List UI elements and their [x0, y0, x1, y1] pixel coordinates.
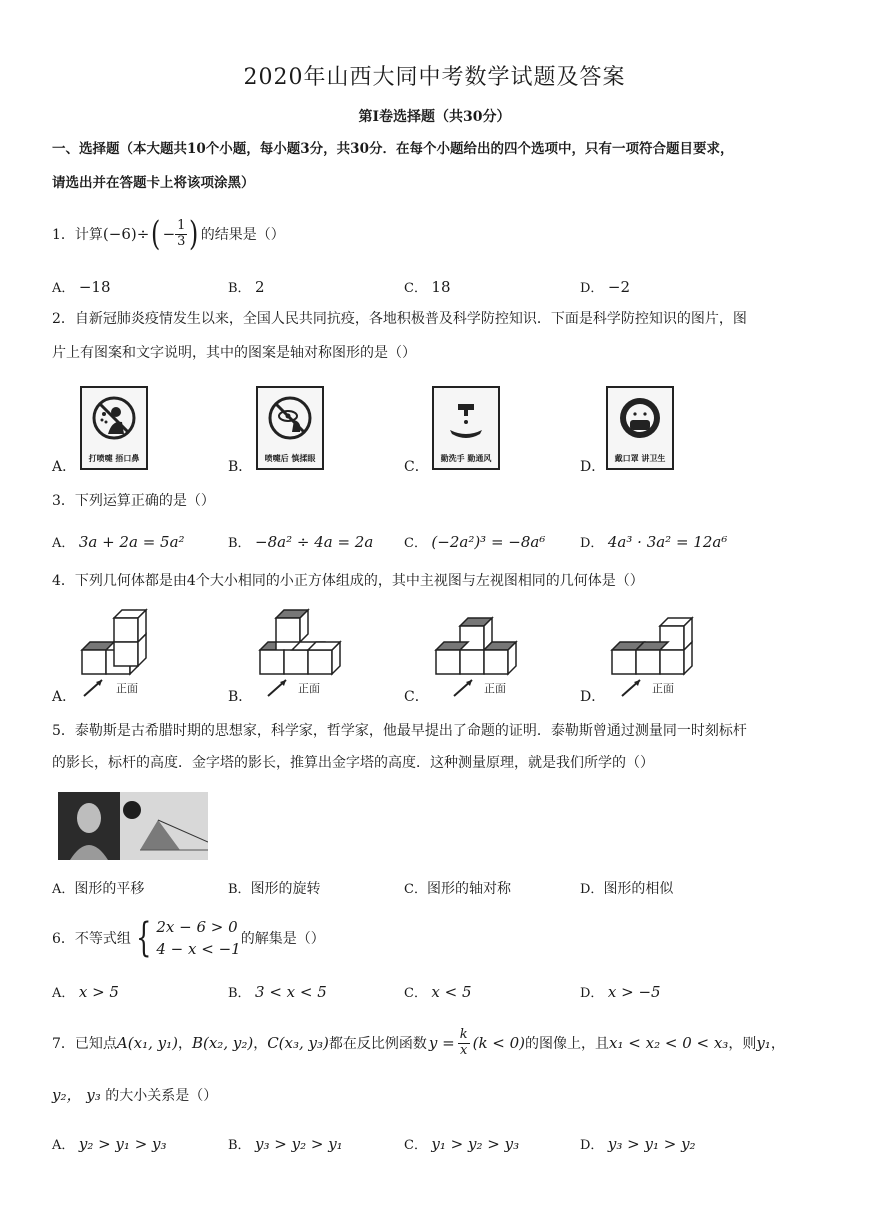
q7-point-c: C(x₃, y₃) — [267, 1034, 329, 1052]
sign-caption: 打喷嚏 捂口鼻 — [88, 453, 140, 463]
option-value: x > −5 — [607, 983, 661, 1001]
front-label: 正面 — [298, 682, 320, 695]
option-value: x > 5 — [78, 983, 119, 1001]
q7-y1: y₁ — [756, 1034, 771, 1052]
q7-option-c — [404, 1134, 519, 1153]
q7-option-a — [52, 1134, 167, 1153]
question-1-stem — [52, 213, 285, 255]
q1-expr-left: (−6)÷ — [102, 225, 150, 243]
sun-icon — [123, 801, 141, 819]
option-letter: A． — [52, 882, 75, 897]
q7-option-b — [228, 1134, 343, 1153]
option-letter: D． — [580, 882, 604, 897]
q7-point-b: B(x₂, y₂) — [191, 1034, 254, 1052]
q1-close-paren: ) — [189, 214, 199, 254]
q4-solid-d — [608, 600, 748, 700]
q6-option-d — [580, 982, 661, 1001]
q5-option-b — [228, 878, 321, 898]
option-letter: A． — [52, 986, 75, 1001]
option-letter: D． — [580, 281, 604, 296]
option-value: −8a² ÷ 4a = 2a — [255, 533, 374, 551]
sign-caption: 勤洗手 勤通风 — [440, 453, 492, 463]
q6-inequality-2: 4 − x < −1 — [156, 940, 241, 958]
q5-option-d — [580, 878, 673, 898]
option-value: 图形的相似 — [603, 881, 674, 897]
question-5-line-2: 的影长，标杆的高度．金字塔的影长，推算出金字塔的高度．这种测量原理，就是我们所学的（） — [52, 755, 654, 771]
wash-hands-graphic — [434, 388, 498, 448]
wash-hands-icon — [432, 386, 500, 470]
question-7-line-2 — [52, 1084, 217, 1105]
q7-order: x₁ < x₂ < 0 < x₃ — [609, 1034, 729, 1052]
option-value: 图形的平移 — [74, 881, 145, 897]
question-7-line-1 — [52, 1020, 785, 1066]
q1-frac-num: 1 — [177, 217, 186, 233]
q4-option-c-letter: C． — [404, 689, 429, 705]
document-title: 2020年山西大同中考数学试题及答案 — [243, 65, 626, 90]
option-value: 图形的旋转 — [250, 881, 321, 897]
q7-func-num: k — [459, 1026, 468, 1042]
no-eye-rub-icon — [256, 386, 324, 470]
instructions-line-1: 一、选择题（本大题共10个小题，每小题3分，共30分．在每个小题给出的四个选项中，只有一项符合题目要求， — [52, 141, 734, 157]
question-5-line-1: 5．泰勒斯是古希腊时期的思想家，科学家，哲学家，他最早提出了命题的证明．泰勒斯曾通过测量同一时刻标杆 — [52, 723, 747, 739]
q5-option-a — [52, 878, 144, 898]
q7-comma: ， — [177, 1036, 192, 1052]
q7-text-b: 都在反比例函数 — [328, 1036, 427, 1052]
q7-text-c: 的图像上，且 — [525, 1036, 610, 1052]
option-value: 3a + 2a = 5a² — [78, 533, 185, 551]
option-letter: C． — [404, 536, 427, 551]
option-value: 4a³ · 3a² = 12a⁶ — [607, 533, 728, 551]
wear-mask-icon — [606, 386, 674, 470]
no-eye-rub-graphic — [258, 388, 322, 448]
q3-option-c — [404, 532, 545, 551]
option-letter: B． — [228, 882, 251, 897]
q7-line2-vars: y₂， y₃ — [52, 1086, 101, 1104]
option-value: 图形的轴对称 — [426, 881, 511, 897]
q6-option-b — [228, 982, 327, 1001]
option-letter: B． — [228, 536, 251, 551]
q7-func-lhs: y = — [428, 1034, 455, 1052]
option-letter: A． — [52, 281, 75, 296]
question-6-stem — [52, 912, 325, 964]
q6-option-a — [52, 982, 119, 1001]
front-label: 正面 — [652, 682, 674, 695]
q4-solid-b — [254, 600, 394, 700]
question-4-stem: 4．下列几何体都是由4个大小相同的小正方体组成的，其中主视图与左视图相同的几何体是（） — [52, 573, 644, 589]
option-letter: D． — [580, 1138, 604, 1153]
q4-option-d-letter: D． — [580, 689, 606, 705]
option-value: y₃ > y₁ > y₂ — [607, 1135, 696, 1153]
q4-option-b-letter: B． — [228, 689, 253, 705]
q1-option-a — [52, 277, 111, 296]
q2-option-c-letter: C． — [404, 459, 429, 475]
q1-frac-den: 3 — [177, 233, 186, 249]
thales-pyramid-photo — [58, 792, 208, 860]
q1-prefix: 1．计算 — [52, 227, 103, 243]
q3-option-d — [580, 532, 727, 551]
option-value: x < 5 — [431, 983, 472, 1001]
q6-prefix: 6．不等式组 — [52, 931, 131, 947]
option-letter: B． — [228, 281, 251, 296]
q4-solid-a — [76, 600, 216, 700]
option-letter: D． — [580, 986, 604, 1001]
front-label: 正面 — [484, 682, 506, 695]
q7-option-d — [580, 1134, 696, 1153]
option-value: (−2a²)³ = −8a⁶ — [431, 533, 546, 551]
option-letter: C． — [404, 986, 427, 1001]
q1-option-c — [404, 277, 451, 296]
q5-option-c — [404, 878, 511, 898]
option-letter: B． — [228, 986, 251, 1001]
q7-comma: ， — [253, 1036, 268, 1052]
option-letter: A． — [52, 536, 75, 551]
q7-func-fraction — [458, 1028, 470, 1059]
q7-line2-text: 的大小关系是（） — [105, 1088, 218, 1104]
sign-caption: 戴口罩 讲卫生 — [614, 453, 666, 463]
q6-brace: { — [136, 915, 152, 961]
q6-option-c — [404, 982, 472, 1001]
q3-option-b — [228, 532, 373, 551]
option-value: y₁ > y₂ > y₃ — [431, 1135, 520, 1153]
option-letter: A． — [52, 1138, 75, 1153]
q4-option-a-letter: A． — [52, 689, 77, 705]
q6-inequality-system — [156, 916, 240, 960]
option-letter: D． — [580, 536, 604, 551]
q1-option-d — [580, 277, 630, 296]
q7-func-den: x — [459, 1042, 468, 1058]
q2-option-b-letter: B． — [228, 459, 253, 475]
option-value: −2 — [607, 278, 631, 296]
q1-option-b — [228, 277, 265, 296]
q7-func-cond: (k < 0) — [472, 1034, 526, 1052]
option-value: y₃ > y₂ > y₁ — [255, 1135, 343, 1153]
option-value: 18 — [431, 278, 451, 296]
section-title: 第Ⅰ卷选择题（共30分） — [358, 109, 511, 125]
option-value: 2 — [255, 278, 265, 296]
q7-text-d: ，则 — [728, 1036, 757, 1052]
q2-option-a-letter: A． — [52, 459, 77, 475]
question-2-line-1: 2．自新冠肺炎疫情发生以来，全国人民共同抗疫，各地积极普及科学防控知识．下面是科学防控知识的图片，图 — [52, 311, 747, 327]
option-letter: C． — [404, 1138, 427, 1153]
no-sneeze-graphic — [82, 388, 146, 448]
option-letter: C． — [404, 281, 427, 296]
question-3-stem: 3．下列运算正确的是（） — [52, 493, 215, 509]
q1-fraction — [175, 219, 187, 250]
q7-text-a: 7．已知点 — [52, 1036, 117, 1052]
q7-comma: ， — [770, 1036, 785, 1052]
question-2-line-2: 片上有图案和文字说明，其中的图案是轴对称图形的是（） — [52, 345, 416, 361]
instructions-line-2: 请选出并在答题卡上将该项涂黑） — [52, 175, 255, 191]
q6-inequality-1: 2x − 6 > 0 — [156, 918, 238, 936]
q6-suffix: 的解集是（） — [240, 931, 325, 947]
wear-mask-graphic — [608, 388, 672, 448]
option-letter: C． — [404, 882, 427, 897]
option-letter: B． — [228, 1138, 251, 1153]
option-value: −18 — [78, 278, 111, 296]
q1-open-paren: ( — [151, 214, 161, 254]
option-value: y₂ > y₁ > y₃ — [78, 1135, 167, 1153]
q3-option-a — [52, 532, 185, 551]
q4-solid-c — [432, 600, 572, 700]
option-value: 3 < x < 5 — [255, 983, 327, 1001]
front-label: 正面 — [116, 682, 138, 695]
q7-point-a: A(x₁, y₁) — [116, 1034, 178, 1052]
q1-minus: − — [162, 225, 176, 243]
sign-caption: 喷嚏后 慎揉眼 — [264, 453, 316, 463]
q2-option-d-letter: D． — [580, 459, 606, 475]
no-sneeze-icon — [80, 386, 148, 470]
q1-suffix: 的结果是（） — [200, 227, 285, 243]
